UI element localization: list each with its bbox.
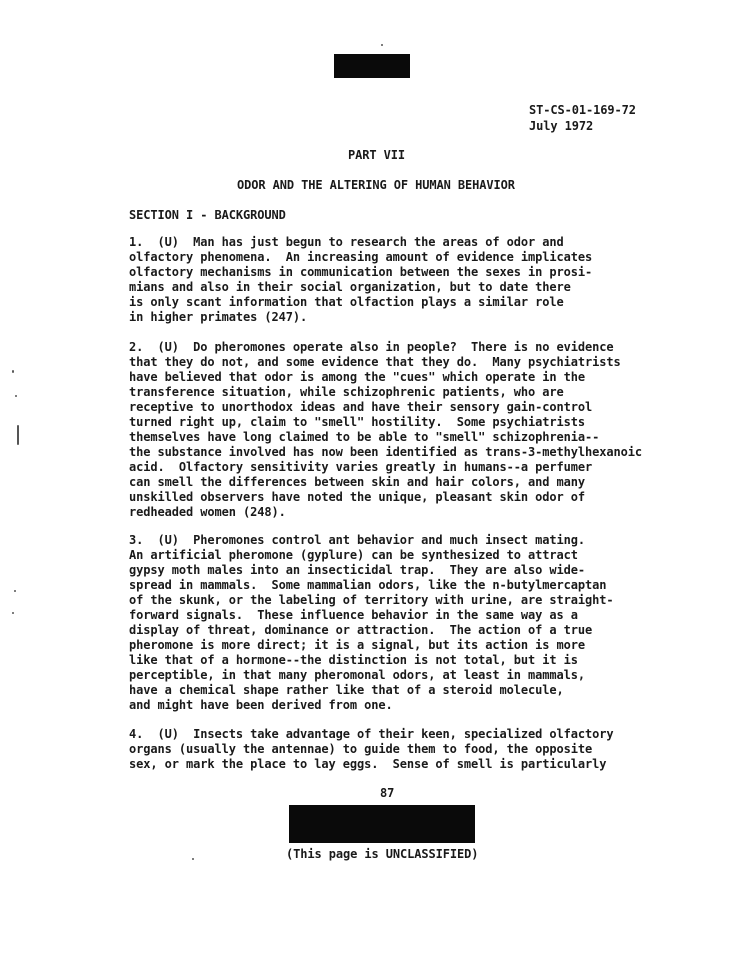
paragraph-line: olfactory phenomena. An increasing amount of evidence implicates: [129, 250, 593, 264]
paragraph-line: forward signals. These influence behavior in the same way as a: [129, 608, 578, 622]
paragraph-line: that they do not, and some evidence that they do. Many psychiatrists: [129, 355, 621, 369]
paragraph-line: turned right up, claim to "smell" hostility. Some psychiatrists: [129, 415, 585, 429]
scan-speck: [15, 395, 17, 397]
paragraph-line: of the skunk, or the labeling of territory with urine, are straight-: [129, 593, 614, 607]
scan-speck: [12, 370, 14, 373]
redaction-bar-top: [334, 54, 410, 78]
paragraph-line: 2. (U) Do pheromones operate also in people? There is no evidence: [129, 340, 614, 354]
paragraph-line: unskilled observers have noted the unique, pleasant skin odor of: [129, 490, 585, 504]
paragraph-line: olfactory mechanisms in communication between the sexes in prosi-: [129, 265, 593, 279]
paragraph-line: can smell the differences between skin and hair colors, and many: [129, 475, 585, 489]
classification-notice: (This page is UNCLASSIFIED): [286, 847, 479, 861]
paragraph-line: acid. Olfactory sensitivity varies greatly in humans--a perfumer: [129, 460, 593, 474]
paragraph-line: sex, or mark the place to lay eggs. Sense of smell is particularly: [129, 757, 607, 771]
doc-number: ST-CS-01-169-72: [529, 103, 636, 117]
paragraph-line: is only scant information that olfaction plays a similar role: [129, 295, 564, 309]
paragraph-line: perceptible, in that many pheromonal odors, at least in mammals,: [129, 668, 585, 682]
paragraph-line: organs (usually the antennae) to guide them to food, the opposite: [129, 742, 593, 756]
paragraph-line: have believed that odor is among the "cues" which operate in the: [129, 370, 585, 384]
page-number: 87: [380, 786, 395, 800]
paragraph-line: pheromone is more direct; it is a signal, but its action is more: [129, 638, 585, 652]
scan-speck: [17, 425, 19, 445]
redaction-bar-bottom: [289, 805, 475, 843]
paragraph-line: and might have been derived from one.: [129, 698, 393, 712]
paragraph-line: transference situation, while schizophrenic patients, who are: [129, 385, 564, 399]
scan-speck: [12, 612, 14, 614]
doc-date: July 1972: [529, 119, 594, 133]
paragraph-2: [129, 340, 642, 520]
scan-speck: [14, 590, 16, 592]
paragraph-line: 4. (U) Insects take advantage of their keen, specialized olfactory: [129, 727, 614, 741]
paragraph-line: mians and also in their social organization, but to date there: [129, 280, 571, 294]
paragraph-line: 3. (U) Pheromones control ant behavior and much insect mating.: [129, 533, 585, 547]
paragraph-line: An artificial pheromone (gyplure) can be synthesized to attract: [129, 548, 578, 562]
paragraph-line: redheaded women (248).: [129, 505, 286, 519]
paragraph-line: have a chemical shape rather like that of a steroid molecule,: [129, 683, 564, 697]
scan-speck: [192, 858, 194, 860]
paragraph-line: in higher primates (247).: [129, 310, 308, 324]
paragraph-line: like that of a hormone--the distinction is not total, but it is: [129, 653, 578, 667]
paragraph-line: spread in mammals. Some mammalian odors, like the n-butylmercaptan: [129, 578, 607, 592]
paragraph-line: the substance involved has now been identified as trans-3-methylhexanoic: [129, 445, 642, 459]
paragraph-line: display of threat, dominance or attraction. The action of a true: [129, 623, 593, 637]
paragraph-line: 1. (U) Man has just begun to research the areas of odor and: [129, 235, 564, 249]
paragraph-line: themselves have long claimed to be able to "smell" schizophrenia--: [129, 430, 600, 444]
part-title: PART VII: [348, 148, 405, 162]
scan-speck: [381, 44, 383, 46]
paragraph-line: gypsy moth males into an insecticidal trap. They are also wide-: [129, 563, 585, 577]
paragraph-4: [129, 727, 613, 772]
paragraph-3: [129, 533, 613, 713]
section-title: SECTION I - BACKGROUND: [129, 208, 286, 222]
paragraph-1: [129, 235, 592, 325]
paragraph-line: receptive to unorthodox ideas and have their sensory gain-control: [129, 400, 593, 414]
chapter-title: ODOR AND THE ALTERING OF HUMAN BEHAVIOR: [237, 178, 515, 192]
